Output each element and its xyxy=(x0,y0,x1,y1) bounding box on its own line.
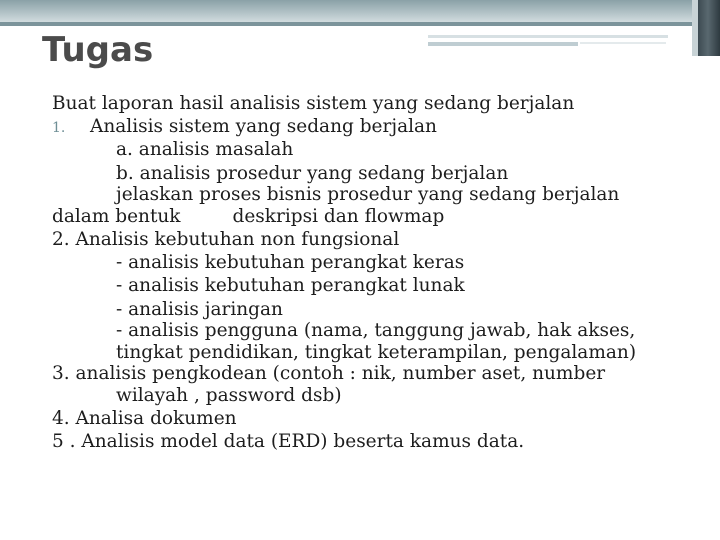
sub-item-c-part1: dalam bentuk xyxy=(52,205,181,227)
sub-item-hardware: - analisis kebutuhan perangkat keras xyxy=(116,252,465,274)
sub-item-software: - analisis kebutuhan perangkat lunak xyxy=(116,275,465,297)
sub-item-b: b. analisis prosedur yang sedang berjalan xyxy=(116,162,509,184)
list-number: 1. xyxy=(52,120,66,137)
list-item-3-line2: wilayah , password dsb) xyxy=(116,384,342,406)
sub-item-c-part2: deskripsi dan flowmap xyxy=(232,205,445,227)
slide-body xyxy=(52,92,692,453)
title-rule xyxy=(428,35,668,38)
intro-line: Buat laporan hasil analisis sistem yang sedang berjalan xyxy=(52,93,575,114)
sub-item-network: - analisis jaringan xyxy=(116,298,283,320)
list-item-4: 4. Analisa dokumen xyxy=(52,408,237,430)
sub-item-a: a. analisis masalah xyxy=(116,139,294,161)
list-item-2: 2. Analisis kebutuhan non fungsional xyxy=(52,228,400,250)
header-band-edge xyxy=(0,22,720,26)
list-item-5: 5 . Analisis model data (ERD) beserta kamus data. xyxy=(52,431,525,453)
slide-title: Tugas xyxy=(42,30,154,70)
list-item-text: Analisis sistem yang sedang berjalan xyxy=(90,116,437,138)
title-rule xyxy=(580,42,666,44)
sub-item-c-line2 xyxy=(52,205,692,228)
sub-item-user-line2: tingkat pendidikan, tingkat keterampilan, pengalaman) xyxy=(116,341,637,363)
list-item-3-line1: 3. analisis pengkodean (contoh : nik, number aset, number xyxy=(52,362,606,384)
list-item-1 xyxy=(52,115,692,138)
corner-panel xyxy=(698,0,720,56)
title-rule xyxy=(428,42,578,46)
sub-item-c-line1: jelaskan proses bisnis prosedur yang sedang berjalan xyxy=(116,183,620,205)
sub-item-user-line1: - analisis pengguna (nama, tanggung jawab, hak akses, xyxy=(116,319,636,341)
